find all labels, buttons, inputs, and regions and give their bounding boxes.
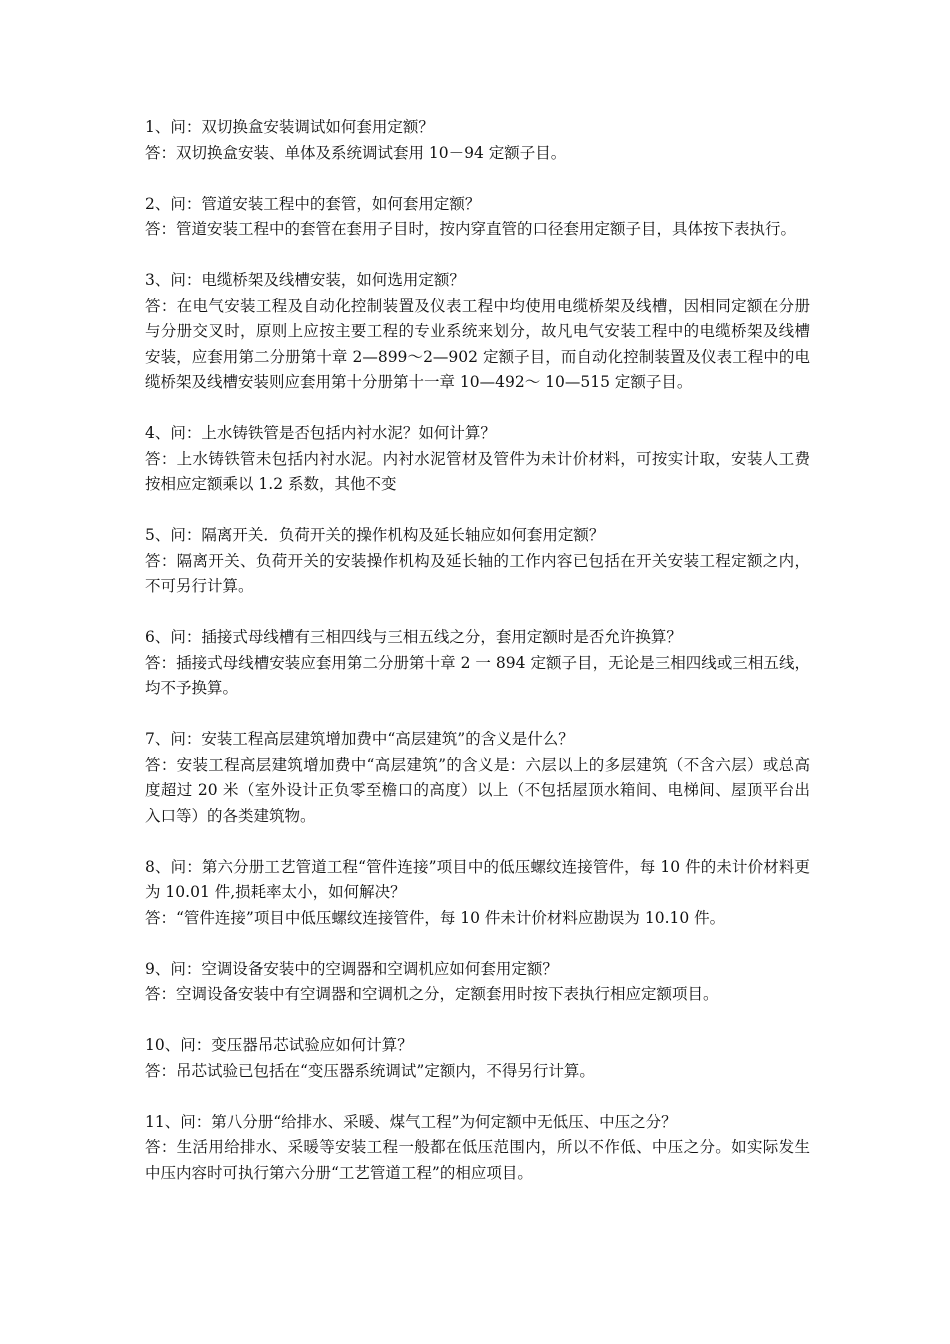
- question-1: 1、问：双切换盒安装调试如何套用定额？: [145, 118, 434, 136]
- question-10: 10、问：变压器吊芯试验应如何计算？: [145, 1036, 413, 1054]
- answer-7: 答：安装工程高层建筑增加费中“高层建筑”的含义是：六层以上的多层建筑（不含六层）或总高度超过 20 米（室外设计正负零至檐口的高度）以上（不包括屋顶水箱间、电梯间、屋顶平台出入口等）的各类建筑物。: [145, 755, 810, 825]
- qa-item-5: [145, 523, 810, 600]
- answer-2: 答：管道安装工程中的套管在套用子目时，按内穿直管的口径套用定额子目，具体按下表执行。: [145, 220, 797, 238]
- question-8: 8、问：第六分册工艺管道工程“管件连接”项目中的低压螺纹连接管件，每 10 件的未计价材料更为 10.01 件,损耗率太小，如何解决？: [145, 857, 810, 901]
- answer-10: 答：吊芯试验已包括在“变压器系统调试”定额内，不得另行计算。: [145, 1061, 595, 1080]
- answer-11: 答：生活用给排水、采暖等安装工程一般都在低压范围内，所以不作低、中压之分。如实际发生中压内容时可执行第六分册“工艺管道工程”的相应项目。: [145, 1138, 810, 1182]
- answer-9: 答：空调设备安装中有空调器和空调机之分，定额套用时按下表执行相应定额项目。: [145, 985, 719, 1003]
- answer-8: 答：“管件连接”项目中低压螺纹连接管件，每 10 件未计价材料应勘误为 10.10 件。: [145, 908, 726, 927]
- answer-3: 答：在电气安装工程及自动化控制装置及仪表工程中均使用电缆桥架及线槽，因相同定额在分册与分册交叉时，原则上应按主要工程的专业系统来划分，故凡电气安装工程中的电缆桥架及线槽安装，应套用第二分册第十章 2—899～2—902 定额子目，而自动化控制装置及仪表工程中的电缆桥架及线槽安装则应套用第十分册第十一章 10—492～ 10—515 定额子目。: [145, 296, 810, 391]
- question-7: 7、问：安装工程高层建筑增加费中“高层建筑”的含义是什么？: [145, 730, 574, 748]
- qa-item-11: [145, 1110, 810, 1187]
- qa-item-6: [145, 625, 810, 702]
- question-3: 3、问：电缆桥架及线槽安装，如何选用定额？: [145, 271, 465, 289]
- qa-item-10: [145, 1033, 810, 1084]
- document-page: [145, 115, 810, 1212]
- qa-item-1: [145, 115, 810, 166]
- question-6: 6、问：插接式母线槽有三相四线与三相五线之分，套用定额时是否允许换算？: [145, 628, 682, 646]
- question-5: 5、问：隔离开关．负荷开关的操作机构及延长轴应如何套用定额？: [145, 526, 605, 544]
- qa-item-8: [145, 855, 810, 932]
- qa-item-4: [145, 421, 810, 498]
- question-11: 11、问：第八分册“给排水、采暖、煤气工程”为何定额中无低压、中压之分？: [145, 1112, 677, 1131]
- qa-item-7: [145, 727, 810, 829]
- question-9: 9、问：空调设备安装中的空调器和空调机应如何套用定额？: [145, 959, 558, 978]
- question-4: 4、问：上水铸铁管是否包括内衬水泥？如何计算？: [145, 424, 496, 442]
- answer-4: 答：上水铸铁管未包括内衬水泥。内衬水泥管材及管件为未计价材料，可按实计取，安装人工费按相应定额乘以 1.2 系数，其他不变: [145, 449, 810, 493]
- answer-1: 答：双切换盒安装、单体及系统调试套用 10－94 定额子目。: [145, 143, 567, 162]
- qa-item-3: [145, 268, 810, 396]
- answer-6: 答：插接式母线槽安装应套用第二分册第十章 2 一 894 定额子目，无论是三相四线或三相五线，均不予换算。: [145, 653, 810, 697]
- question-2: 2、问：管道安装工程中的套管，如何套用定额？: [145, 194, 481, 213]
- qa-item-9: [145, 957, 810, 1008]
- answer-5: 答：隔离开关、负荷开关的安装操作机构及延长轴的工作内容已包括在开关安装工程定额之内，不可另行计算。: [145, 551, 810, 595]
- qa-item-2: [145, 192, 810, 243]
